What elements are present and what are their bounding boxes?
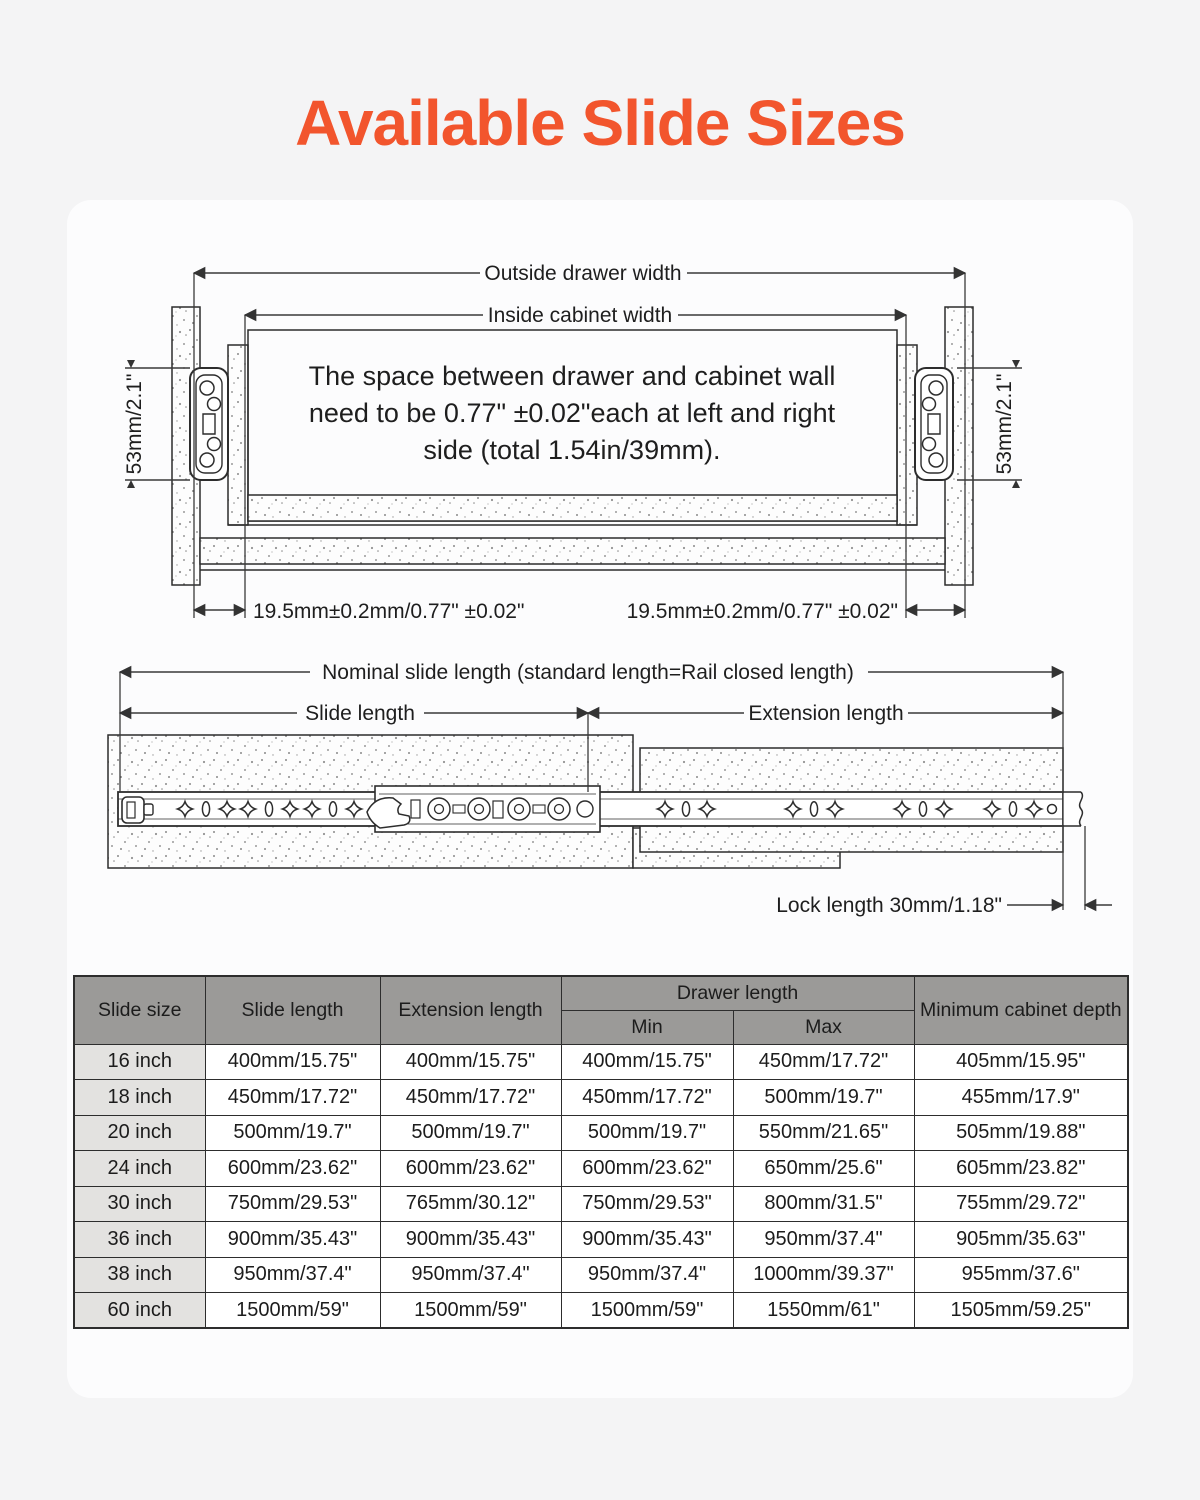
table-cell: 450mm/17.72" (561, 1080, 733, 1116)
bottom-left-label: 19.5mm±0.2mm/0.77" ±0.02" (253, 600, 525, 623)
table-cell: 450mm/17.72" (205, 1080, 380, 1116)
table-cell: 600mm/23.62" (561, 1151, 733, 1187)
table-cell: 605mm/23.82" (914, 1151, 1128, 1187)
table-cell: 500mm/19.7" (733, 1080, 914, 1116)
table-cell: 900mm/35.43" (561, 1222, 733, 1258)
lock-length-label: Lock length 30mm/1.18" (776, 894, 1002, 917)
slide-size-cell: 16 inch (74, 1044, 205, 1080)
table-cell: 505mm/19.88" (914, 1115, 1128, 1151)
table-cell: 455mm/17.9" (914, 1080, 1128, 1116)
table-cell: 950mm/37.4" (733, 1222, 914, 1258)
table-cell: 1000mm/39.37" (733, 1257, 914, 1293)
table-cell: 1550mm/61" (733, 1293, 914, 1329)
table-cell: 905mm/35.63" (914, 1222, 1128, 1258)
slide-size-cell: 18 inch (74, 1080, 205, 1116)
table-cell: 755mm/29.72" (914, 1186, 1128, 1222)
table-cell: 600mm/23.62" (380, 1151, 561, 1187)
outside-width-label: Outside drawer width (484, 262, 682, 285)
table-cell: 900mm/35.43" (380, 1222, 561, 1258)
spec-table-wrapper (73, 975, 1127, 1329)
table-cell: 950mm/37.4" (205, 1257, 380, 1293)
table-cell: 650mm/25.6" (733, 1151, 914, 1187)
header-extension-length: Extension length (380, 976, 561, 1044)
table-cell: 550mm/21.65" (733, 1115, 914, 1151)
slide-size-cell: 38 inch (74, 1257, 205, 1293)
lock-length-dimension (776, 894, 1112, 917)
cross-section-diagram (67, 230, 1133, 670)
content-card (67, 200, 1133, 1398)
table-cell: 950mm/37.4" (380, 1257, 561, 1293)
table-cell: 1500mm/59" (561, 1293, 733, 1329)
table-cell: 400mm/15.75" (380, 1044, 561, 1080)
slide-size-cell: 60 inch (74, 1293, 205, 1329)
slide-cross-section-right (915, 368, 953, 480)
table-cell: 405mm/15.95" (914, 1044, 1128, 1080)
right-clearance-label: 53mm/2.1" (993, 373, 1016, 475)
table-header (74, 976, 1128, 1044)
table-row (74, 1115, 1128, 1151)
slide-cross-section-left (190, 368, 228, 480)
table-cell: 500mm/19.7" (561, 1115, 733, 1151)
left-clearance-label: 53mm/2.1" (123, 373, 146, 475)
header-drawer-min: Min (561, 1010, 733, 1044)
slide-size-cell: 20 inch (74, 1115, 205, 1151)
table-row (74, 1293, 1128, 1329)
table-cell: 450mm/17.72" (380, 1080, 561, 1116)
table-row (74, 1257, 1128, 1293)
note-line-3: side (total 1.54in/39mm). (423, 435, 721, 465)
slide-rail (118, 786, 1082, 832)
bottom-left-dimension (194, 600, 524, 623)
slide-size-cell: 30 inch (74, 1186, 205, 1222)
table-cell: 1500mm/59" (205, 1293, 380, 1329)
table-row (74, 1151, 1128, 1187)
slide-size-cell: 36 inch (74, 1222, 205, 1258)
table-cell: 950mm/37.4" (561, 1257, 733, 1293)
extension-length-label: Extension length (748, 702, 904, 725)
table-cell: 900mm/35.43" (205, 1222, 380, 1258)
header-min-cabinet-depth: Minimum cabinet depth (914, 976, 1128, 1044)
slide-length-diagram (67, 660, 1133, 960)
table-row (74, 1222, 1128, 1258)
table-cell: 765mm/30.12" (380, 1186, 561, 1222)
page-title: Available Slide Sizes (295, 87, 905, 159)
ball-bearing-carriage (367, 786, 600, 832)
table-row (74, 1044, 1128, 1080)
slide-size-table (73, 975, 1129, 1329)
table-body (74, 1044, 1128, 1328)
note-line-1: The space between drawer and cabinet wall (308, 361, 836, 391)
header-drawer-length: Drawer length (561, 976, 914, 1010)
slide-size-cell: 24 inch (74, 1151, 205, 1187)
table-cell: 400mm/15.75" (205, 1044, 380, 1080)
table-cell: 1505mm/59.25" (914, 1293, 1128, 1329)
bottom-right-dimension (627, 600, 965, 623)
table-cell: 500mm/19.7" (205, 1115, 380, 1151)
inside-width-label: Inside cabinet width (487, 304, 673, 327)
table-row (74, 1186, 1128, 1222)
header-slide-length: Slide length (205, 976, 380, 1044)
table-cell: 400mm/15.75" (561, 1044, 733, 1080)
clearance-note (309, 361, 836, 465)
bottom-right-label: 19.5mm±0.2mm/0.77" ±0.02" (626, 600, 898, 623)
table-cell: 1500mm/59" (380, 1293, 561, 1329)
slide-length-label: Slide length (305, 702, 415, 725)
table-cell: 450mm/17.72" (733, 1044, 914, 1080)
table-cell: 750mm/29.53" (561, 1186, 733, 1222)
note-line-2: need to be 0.77" ±0.02"each at left and right (308, 398, 836, 428)
table-row (74, 1080, 1128, 1116)
table-cell: 600mm/23.62" (205, 1151, 380, 1187)
rail-break-symbol (1063, 792, 1082, 826)
table-cell: 750mm/29.53" (205, 1186, 380, 1222)
nominal-length-label: Nominal slide length (standard length=Rail closed length) (322, 661, 854, 684)
table-cell: 800mm/31.5" (733, 1186, 914, 1222)
header-slide-size: Slide size (74, 976, 205, 1044)
table-cell: 500mm/19.7" (380, 1115, 561, 1151)
header-drawer-max: Max (733, 1010, 914, 1044)
table-cell: 955mm/37.6" (914, 1257, 1128, 1293)
